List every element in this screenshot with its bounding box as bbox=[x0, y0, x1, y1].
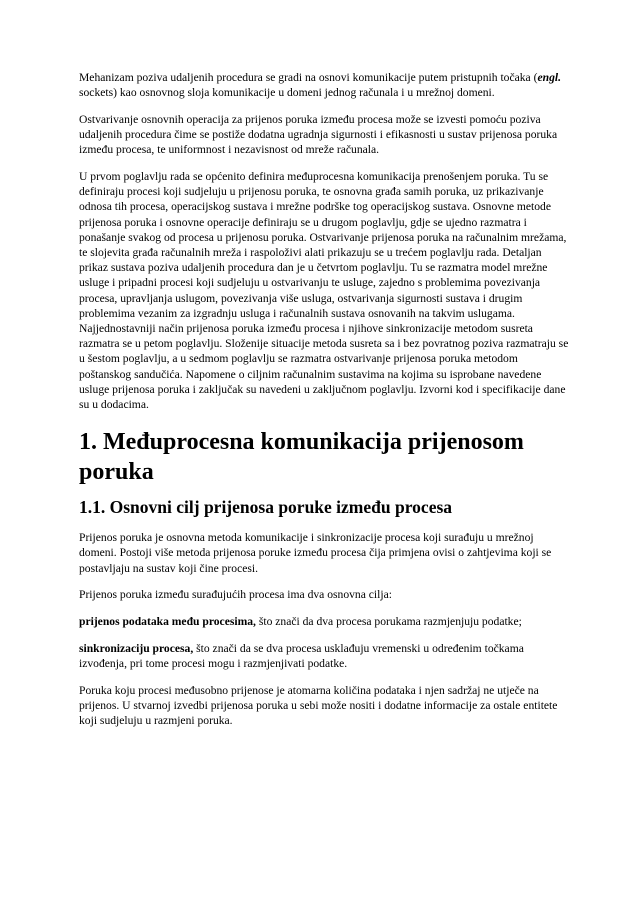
goal-item-1 bbox=[79, 614, 569, 629]
intro-paragraph-3: U prvom poglavlju rada se općenito definira međuprocesna komunikacija prenošenjem poruka. Tu se definiraju procesi koji sudjeluju u prijenosu poruka, te osnovna građa samih poruka, uz prikazivanje odnosa tih procesa, operacijskog sustava i mrežne podrške tog operacijskog sustava. Osnovne metode prijenosa poruka i osnovne operacije definiraju se u drugom poglavlju, gdje se ujedno razmatra i ponašanje svakog od procesa u prijenosu poruka. Ostvarivanje prijenosa poruka na računalnim mrežama, te slojevita građa računalnih mreža i raspoloživi alati prikazuju se u trećem poglavlju rada. Detaljan prikaz sustava poziva udaljenih procedura dan je u četvrtom poglavlju. Tu se razmatra model mrežne usluge i pripadni procesi koji sudjeluju u ostvarivanju te usluge, zajedno s problemima povezivanja procesa, upravljanja uslugom, povezivanja više usluga, ostvarivanja sigurnosti sustava i drugim problemima vezanim za izgradnju usluga i računalnih sustava osnovanih na takvim uslugama. Najjednostavniji način prijenosa poruka između procesa i njihove sinkronizacije metodom susreta razmatra se u petom poglavlju. Složenije situacije metoda susreta sa i bez povratnog poziva razmatraju se u šestom poglavlju, a u sedmom poglavlju se razmatra ostvarivanje prijenosa poruka metodom poštanskog sandučića. Napomene o ciljnim računalnim sustavima na kojima su isprobane navedene usluge prijenosa poruka i zaključak su navedeni u zaključnom poglavlju. Izvorni kod i specifikacije dane su u dodacima. bbox=[79, 170, 569, 412]
intro-paragraph-1 bbox=[79, 70, 569, 100]
body-paragraph-2: Prijenos poruka između surađujućih procesa ima dva osnovna cilja: bbox=[79, 588, 392, 602]
goal-term: prijenos podataka među procesima, bbox=[79, 615, 256, 629]
engl-abbreviation: engl. bbox=[537, 71, 561, 84]
body-paragraph-3: Poruka koju procesi međusobno prijenose je atomarna količina podataka i njen sadržaj ne utječe na prijenos. U stvarnoj izvedbi prijenosa poruka u sebi može nositi i dodatne informacije za ostale entitete koji sudjeluju u razmjeni poruka. bbox=[79, 683, 558, 728]
subsection-heading: 1.1. Osnovni cilj prijenosa poruke između procesa bbox=[79, 497, 453, 518]
goal-description: što znači da dva procesa porukama razmjenjuju podatke; bbox=[255, 615, 522, 629]
intro-paragraph-2: Ostvarivanje osnovnih operacija za prijenos poruka između procesa može se izvesti pomoću poziva udaljenih procedura čime se postiže dodatna ugradnja sigurnosti i efikasnosti u sustav prijenosa poruka između procesa, te uniformnost i nezavisnost od mreže računala. bbox=[79, 112, 558, 157]
goal-description: što znači da se dva procesa usklađuju vremenski u određenim točkama izvođenja, pri tome procesi mogu i razmjenjivati podatke. bbox=[79, 641, 524, 670]
intro-text: Mehanizam poziva udaljenih procedura se gradi na osnovi komunikacije putem pristupnih točaka ( bbox=[79, 71, 538, 84]
section-heading: 1. Međuprocesna komunikacija prijenosom poruka bbox=[79, 429, 524, 486]
intro-text: sockets) kao osnovnog sloja komunikacije u domeni jednog računala i u mrežnoj domeni. bbox=[79, 86, 495, 100]
goal-term: sinkronizaciju procesa, bbox=[79, 641, 194, 655]
body-paragraph-1: Prijenos poruka je osnovna metoda komunikacije i sinkronizacije procesa koji surađuju u mrežnoj domeni. Postoji više metoda prijenosa poruke između procesa čija primjena ovisi o zahtjevima koji se postavljaju na sustav koji čine procesi. bbox=[79, 531, 552, 575]
document-body bbox=[79, 70, 569, 740]
goal-item-2 bbox=[79, 641, 569, 671]
